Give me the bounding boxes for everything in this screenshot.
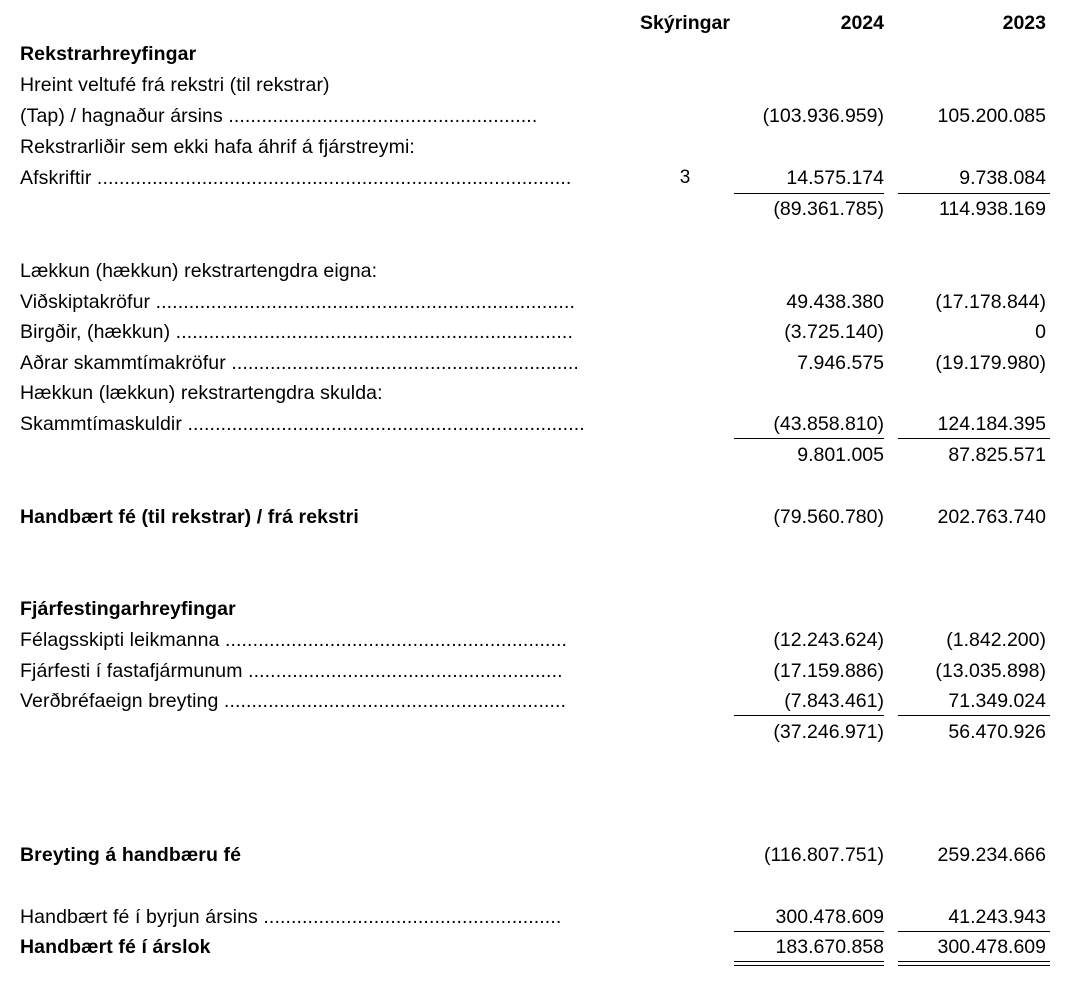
value-2023: 71.349.024 <box>948 690 1046 712</box>
underline-2023 <box>898 715 1050 716</box>
value-2023: (17.178.844) <box>935 291 1046 313</box>
row-subtotal-2 <box>0 440 1070 470</box>
section-heading-operating <box>0 39 1070 69</box>
row-depreciation <box>0 163 1070 193</box>
note-reference: 3 <box>679 167 691 188</box>
value-2023: 259.234.666 <box>937 844 1046 866</box>
section-title: Fjárfestingarhreyfingar <box>20 598 236 620</box>
value-2024: 300.478.609 <box>775 906 884 928</box>
underline-2024 <box>734 715 884 716</box>
value-2024: (43.858.810) <box>773 413 884 435</box>
value-2024: (103.936.959) <box>762 105 884 127</box>
subheading-label: Hreint veltufé frá rekstri (til rekstrar) <box>20 74 330 96</box>
value-2024: 14.575.174 <box>786 167 884 189</box>
value-2024: 183.670.858 <box>775 936 884 958</box>
row-cash-end <box>0 932 1070 962</box>
row-subtotal-1 <box>0 194 1070 224</box>
row-cash-beginning <box>0 902 1070 932</box>
value-2023: 202.763.740 <box>937 506 1046 528</box>
row-label: Handbært fé í byrjun ársins ...................................................... <box>20 906 562 928</box>
column-header-row <box>0 8 1070 38</box>
value-2023: (1.842.200) <box>946 629 1046 651</box>
value-2023: 87.825.571 <box>948 444 1046 466</box>
subheading-label: Lækkun (hækkun) rekstrartengdra eigna: <box>20 260 378 282</box>
row-label: Handbært fé (til rekstrar) / frá rekstri <box>20 506 359 528</box>
subheading-label: Hækkun (lækkun) rekstrartengdra skulda: <box>20 382 383 404</box>
value-2023: 56.470.926 <box>948 721 1046 743</box>
row-player-transfers <box>0 625 1070 655</box>
value-2023: (19.179.980) <box>935 352 1046 374</box>
value-2024: (3.725.140) <box>784 321 884 343</box>
row-label: Félagsskipti leikmanna .............................................................. <box>20 629 568 651</box>
double-underline-2024 <box>734 961 884 966</box>
value-2024: (12.243.624) <box>773 629 884 651</box>
subheading-liabilities <box>0 378 1070 408</box>
row-subtotal-3 <box>0 717 1070 747</box>
value-2023: 9.738.084 <box>959 167 1046 189</box>
row-label: (Tap) / hagnaður ársins ........................................................ <box>20 105 538 127</box>
section-title: Rekstrarhreyfingar <box>20 43 197 65</box>
section-heading-investing <box>0 594 1070 624</box>
row-label: Birgðir, (hækkun) ........................................................................ <box>20 321 573 343</box>
row-receivables <box>0 287 1070 317</box>
notes-column-header: Skýringar <box>640 12 730 34</box>
row-securities <box>0 686 1070 716</box>
value-2023: 105.200.085 <box>937 105 1046 127</box>
row-label: Verðbréfaeign breyting .............................................................. <box>20 690 567 712</box>
double-underline-2023 <box>898 961 1050 966</box>
row-label: Aðrar skammtímakröfur ............................................................... <box>20 352 579 374</box>
row-label: Breyting á handbæru fé <box>20 844 242 866</box>
row-loss-profit <box>0 101 1070 131</box>
value-2024: 49.438.380 <box>786 291 884 313</box>
value-2024: (37.246.971) <box>773 721 884 743</box>
row-label: Afskriftir ...................................................................................... <box>20 167 572 189</box>
row-label: Viðskiptakröfur ............................................................................ <box>20 291 575 313</box>
value-2023: 114.938.169 <box>939 198 1046 220</box>
row-cash-from-operations <box>0 502 1070 532</box>
value-2023: 300.478.609 <box>937 936 1046 958</box>
value-2023: 41.243.943 <box>948 906 1046 928</box>
row-change-in-cash <box>0 840 1070 870</box>
row-short-term-debt <box>0 409 1070 439</box>
value-2024: (17.159.886) <box>773 660 884 682</box>
value-2024: 9.801.005 <box>797 444 884 466</box>
row-inventory <box>0 317 1070 347</box>
underline-2023 <box>898 438 1050 439</box>
row-label: Skammtímaskuldir ........................................................................ <box>20 413 585 435</box>
year-2023-header: 2023 <box>1002 12 1046 34</box>
subheading-noncash <box>0 132 1070 162</box>
value-2024: (89.361.785) <box>773 198 884 220</box>
row-fixed-assets <box>0 656 1070 686</box>
row-other-receivables <box>0 348 1070 378</box>
value-2024: (116.807.751) <box>764 844 884 866</box>
value-2024: 7.946.575 <box>797 352 884 374</box>
value-2024: (7.843.461) <box>784 690 884 712</box>
value-2023: 0 <box>1035 321 1046 343</box>
row-label: Fjárfesti í fastafjármunum ......................................................... <box>20 660 563 682</box>
subheading-working-capital <box>0 70 1070 100</box>
subheading-label: Rekstrarliðir sem ekki hafa áhrif á fjárstreymi: <box>20 136 415 158</box>
value-2024: (79.560.780) <box>773 506 884 528</box>
value-2023: 124.184.395 <box>937 413 1046 435</box>
value-2023: (13.035.898) <box>935 660 1046 682</box>
row-label: Handbært fé í árslok <box>20 936 211 958</box>
subheading-assets <box>0 256 1070 286</box>
year-2024-header: 2024 <box>840 12 884 34</box>
underline-2024 <box>734 438 884 439</box>
